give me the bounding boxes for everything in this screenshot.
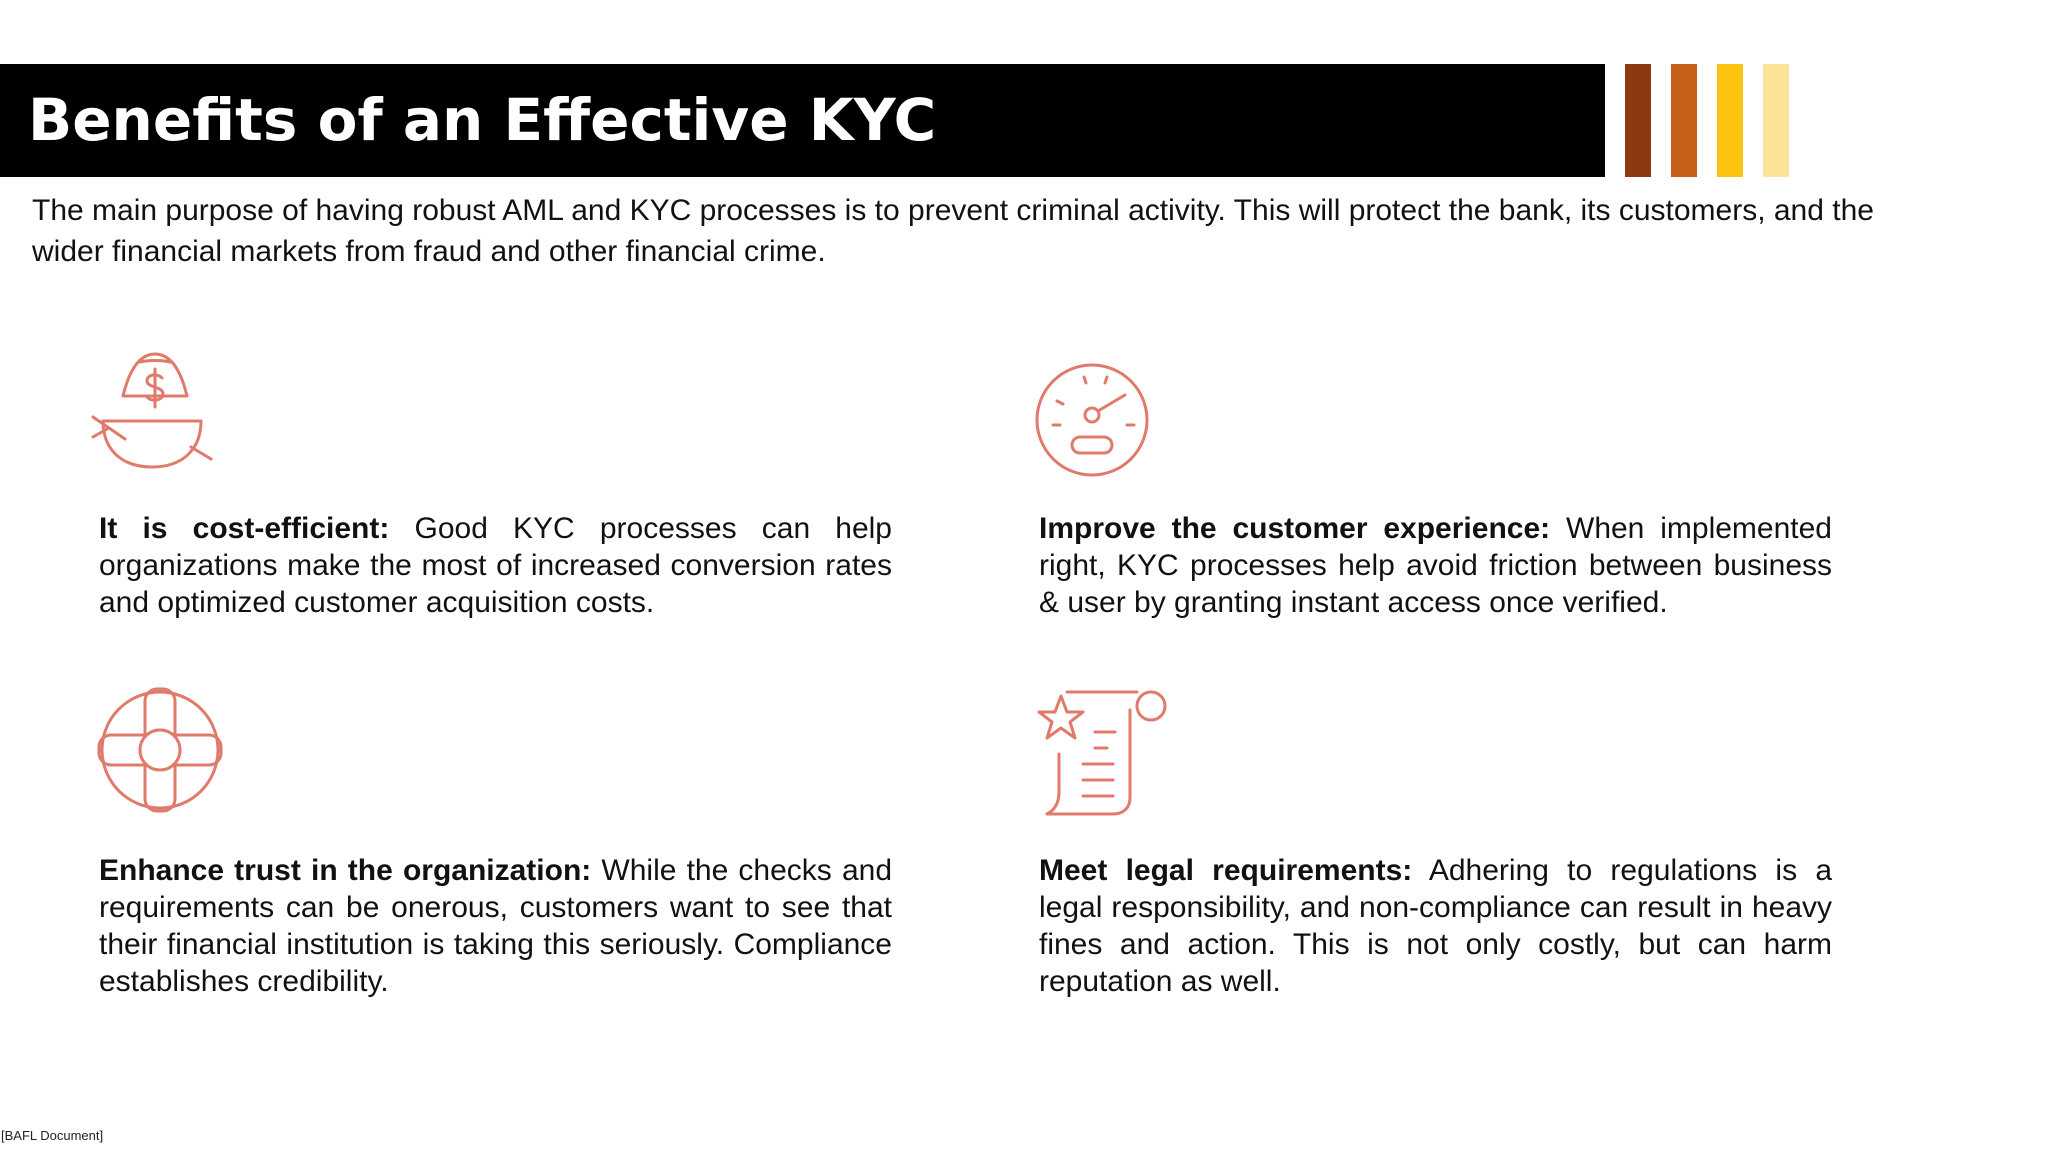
benefit-customer-experience [1039,510,1832,621]
document-classification-label: [BAFL Document] [1,1128,104,1143]
accent-stripe-3 [1717,64,1743,177]
benefit-heading: Enhance trust in the organization: [99,854,592,887]
accent-stripe-4 [1763,64,1789,177]
accent-stripe-2 [1671,64,1697,177]
intro-paragraph: The main purpose of having robust AML and KYC processes is to prevent criminal activity. This will protect the bank, its customers, and the wider financial markets from fraud and other financial crime. [32,194,1874,268]
benefit-body: While the checks and requirements can be onerous, customers want to see that their financial institution is taking this seriously. Compliance establishes credibility. [99,854,893,998]
benefit-body: Good KYC processes can help organizations make the most of increased conversion rates and optimized customer acquisition costs. [99,512,892,619]
benefit-trust [99,852,892,1000]
title-bar [0,64,1605,177]
benefit-heading: Meet legal requirements: [1039,854,1413,887]
benefit-legal [1039,852,1832,1000]
lifebuoy-icon [95,685,225,815]
benefit-heading: It is cost-efficient: [99,512,390,545]
slide-title: Benefits of an Effective KYC [28,86,937,154]
benefit-cost-efficient [99,510,892,621]
benefit-body: Adhering to regulations is a legal responsibility, and non-compliance can result in heavy fines and action. This is not only costly, but can harm reputation as well. [1039,854,1832,998]
benefit-body: When implemented right, KYC processes help avoid friction between business & user by granting instant access once verified. [1039,512,1832,619]
benefit-heading: Improve the customer experience: [1039,512,1551,545]
speedometer-icon [1027,355,1157,485]
money-bag-icon [85,347,215,477]
accent-stripe-1 [1625,64,1651,177]
certificate-scroll-icon [1037,688,1167,818]
